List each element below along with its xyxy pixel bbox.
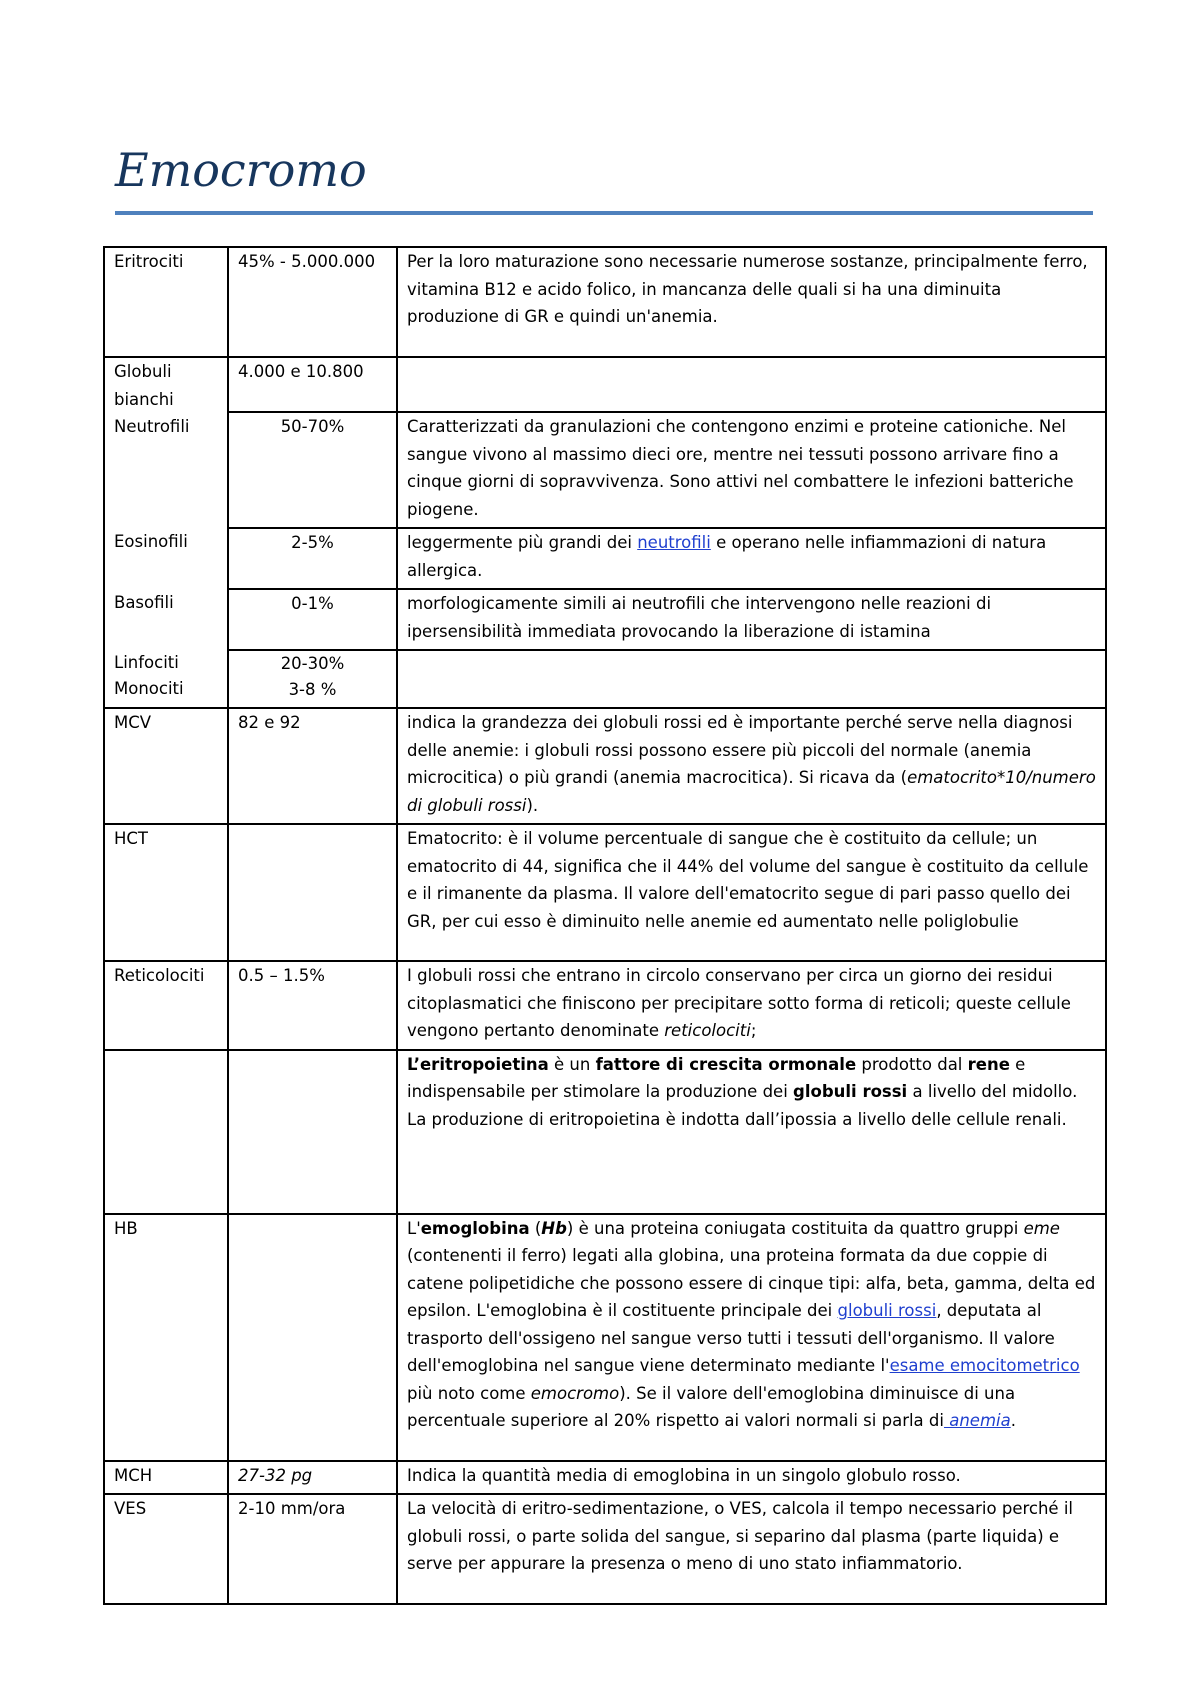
param-name: MCV <box>104 708 228 824</box>
table-row-ves <box>104 1494 1106 1604</box>
param-description: I globuli rossi che entrano in circolo conservano per circa un giorno dei residui citoplasmatici che finiscono per precipitare sotto forma di reticoli; queste cellule vengono pertanto denominate reticolociti; <box>397 961 1106 1050</box>
param-value: 2-5% <box>228 528 397 589</box>
param-description: Caratterizzati da granulazioni che contengono enzimi e proteine cationiche. Nel sangue vivono al massimo dieci ore, mentre nei tessuti possono arrivare fino a cinque giorni di sopravvivenza. Sono attivi nel combattere le infezioni batteriche piogene. <box>397 412 1106 528</box>
description-paragraph: L’eritropoietina è un fattore di crescita ormonale prodotto dal rene e indispensabile per stimolare la produzione dei globuli rossi a livello del midollo. <box>407 1054 1078 1101</box>
param-description: L'emoglobina (Hb) è una proteina coniugata costituita da quattro gruppi eme (contenenti il ferro) legati alla globina, una proteina formata da due coppie di catene polipetidiche che possono essere di cinque tipi: alfa, beta, gamma, delta ed epsilon. L'emoglobina è il costituente principale dei globuli rossi, deputata al trasporto dell'ossigeno nel sangue verso tutti i tessuti dell'organismo. Il valore dell'emoglobina nel sangue viene determinato mediante l'esame emocitometrico più noto come emocromo). Se il valore dell'emoglobina diminuisce di una percentuale superiore al 20% rispetto ai valori normali si parla di anemia. <box>397 1214 1106 1461</box>
param-name: MCH <box>104 1461 228 1495</box>
param-value <box>228 1214 397 1461</box>
description-paragraph: La produzione di eritropoietina è indotta dall’ipossia a livello delle cellule renali. <box>407 1109 1067 1129</box>
table-row-linfociti-monociti <box>104 650 1106 708</box>
param-name-group <box>104 357 228 528</box>
param-name: Globuli bianchi <box>114 362 174 409</box>
table-row-mcv <box>104 708 1106 824</box>
param-name: Eritrociti <box>104 247 228 357</box>
param-value: 2-10 mm/ora <box>228 1494 397 1604</box>
table-row-eritropoietina <box>104 1050 1106 1214</box>
param-description: Ematocrito: è il volume percentuale di sangue che è costituito da cellule; un ematocrito di 44, significa che il 44% del volume del sangue è costituito da cellule e il rimanente da plasma. Il valore dell'ematocrito segue di pari passo quello dei GR, per cui esso è diminuito nelle anemie ed aumentato nelle poliglobulie <box>397 824 1106 961</box>
param-value: 0.5 – 1.5% <box>228 961 397 1050</box>
param-value: 3-8 % <box>288 680 337 699</box>
param-value <box>228 824 397 961</box>
table-row-neutrofili <box>104 412 1106 528</box>
param-name: HCT <box>104 824 228 961</box>
param-name: Eosinofili <box>104 528 228 589</box>
param-value: 82 e 92 <box>228 708 397 824</box>
param-value <box>228 1050 397 1214</box>
param-description: Indica la quantità media di emoglobina in un singolo globulo rosso. <box>397 1461 1106 1495</box>
param-value: 0-1% <box>228 589 397 650</box>
param-description: morfologicamente simili ai neutrofili che intervengono nelle reazioni di ipersensibilità immediata provocando la liberazione di istamina <box>397 589 1106 650</box>
param-value-group <box>228 650 397 708</box>
param-name: VES <box>104 1494 228 1604</box>
link-esame-emocitometrico[interactable]: esame emocitometrico <box>889 1356 1080 1375</box>
table-row-hct <box>104 824 1106 961</box>
table-row-globuli-bianchi <box>104 357 1106 412</box>
link-globuli-rossi[interactable]: globuli rossi <box>837 1301 937 1320</box>
table-row-mch <box>104 1461 1106 1495</box>
emocromo-table <box>103 246 1107 1605</box>
param-value: 27-32 pg <box>228 1461 397 1495</box>
table-row-basofili <box>104 589 1106 650</box>
table-row-reticolociti <box>104 961 1106 1050</box>
param-description <box>397 357 1106 412</box>
table-row-eosinofili <box>104 528 1106 589</box>
param-description: La velocità di eritro-sedimentazione, o VES, calcola il tempo necessario perché il globuli rossi, o parte solida del sangue, si separino dal plasma (parte liquida) e serve per appurare la presenza o meno di uno stato infiammatorio. <box>397 1494 1106 1604</box>
param-name: Basofili <box>104 589 228 650</box>
param-description: leggermente più grandi dei neutrofili e operano nelle infiammazioni di natura allergica. <box>397 528 1106 589</box>
link-neutrofili[interactable]: neutrofili <box>637 533 711 552</box>
param-name-group <box>104 650 228 708</box>
page-title: Emocromo <box>115 143 367 197</box>
param-name <box>104 1050 228 1214</box>
param-value: 45% - 5.000.000 <box>228 247 397 357</box>
param-name: HB <box>104 1214 228 1461</box>
table-row-eritrociti <box>104 247 1106 357</box>
param-name: Neutrofili <box>114 417 190 436</box>
param-value: 4.000 e 10.800 <box>228 357 397 412</box>
param-value: 50-70% <box>228 412 397 528</box>
param-name: Linfociti <box>114 653 179 672</box>
param-description: indica la grandezza dei globuli rossi ed è importante perché serve nella diagnosi delle anemie: i globuli rossi possono essere più piccoli del normale (anemia microcitica) o più grandi (anemia macrocitica). Si ricava da (ematocrito*10/numero di globuli rossi). <box>397 708 1106 824</box>
param-name: Reticolociti <box>104 961 228 1050</box>
title-underline <box>115 211 1093 215</box>
param-description <box>397 650 1106 708</box>
table-row-hb <box>104 1214 1106 1461</box>
param-description <box>397 1050 1106 1214</box>
param-description: Per la loro maturazione sono necessarie numerose sostanze, principalmente ferro, vitamina B12 e acido folico, in mancanza delle quali si ha una diminuita produzione di GR e quindi un'anemia. <box>397 247 1106 357</box>
param-name: Monociti <box>114 679 184 698</box>
param-value: 20-30% <box>280 654 345 673</box>
link-anemia[interactable]: anemia <box>943 1411 1011 1430</box>
